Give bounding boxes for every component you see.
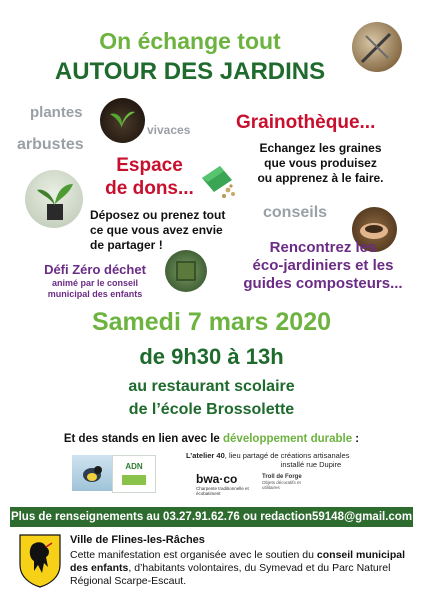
info-bar: Plus de renseignements au 03.27.91.62.76 ou redaction59148@gmail.com (10, 507, 413, 527)
atelier-line (186, 451, 396, 460)
title-line-2: AUTOUR DES JARDINS (54, 58, 326, 85)
logo-troll-text: Troll de Forge (262, 474, 302, 480)
defi-title: Défi Zéro déchet (44, 262, 146, 277)
event-place-1: au restaurant scolaire (128, 378, 295, 395)
footer-p1: Cette manifestation est organisée avec le soutien du (70, 549, 317, 561)
logo-bwaco (196, 472, 250, 502)
dons-text (90, 208, 250, 253)
dons-line: de partager ! (90, 238, 163, 252)
grainotheque-line: que vous produisez (264, 156, 377, 170)
dons-title-line: Espace (116, 155, 183, 176)
grainotheque-line: ou apprenez à le faire. (257, 171, 384, 185)
logo-bwaco-text: bwa·co (196, 472, 238, 486)
word-vivaces: vivaces (147, 123, 191, 137)
rencontrez-line: éco-jardiniers et les (252, 257, 394, 274)
stands-highlight: développement durable (223, 433, 353, 445)
footer-p2: , d’habitants volontaires, du Symevad et du Parc Naturel Régional Scarpe-Escaut. (70, 562, 391, 587)
grainotheque-text (228, 141, 413, 186)
dons-line: ce que vous avez envie (90, 223, 223, 237)
garden-tools-photo (352, 22, 402, 72)
title-line-1: On échange tout (99, 28, 281, 54)
word-conseils: conseils (263, 204, 328, 221)
plant-photo (25, 170, 83, 228)
word-plantes: plantes (30, 104, 83, 121)
event-date: Samedi 7 mars 2020 (91, 308, 332, 336)
dons-title-line: de dons... (105, 178, 194, 199)
logo-adn-text: ADN (125, 462, 143, 471)
stands-prefix: Et des stands en lien avec le (63, 433, 224, 445)
grainotheque-line: Echangez les graines (259, 141, 382, 155)
rencontrez-text (228, 239, 418, 293)
ville-name: Ville de Flines-les-Râches (70, 534, 205, 546)
word-arbustes: arbustes (17, 136, 84, 153)
footer-paragraph (70, 549, 410, 588)
defi-line: municipal des enfants (47, 289, 143, 299)
defi-text (30, 278, 160, 300)
logo-adn (112, 455, 156, 493)
dons-line: Déposez ou prenez tout (90, 208, 226, 222)
event-time: de 9h30 à 13h (139, 344, 284, 369)
event-place-2: de l’école Brossolette (128, 401, 295, 418)
footer-p1b: conseil municipal des enfants (70, 549, 406, 574)
coat-of-arms-icon (18, 533, 62, 588)
logo-troll (262, 474, 312, 502)
rencontrez-line: Rencontrez les (269, 239, 377, 256)
logo-troll-sub: Objets décoratifs et utilitaires (262, 480, 301, 490)
defi-line: animé par le conseil (51, 278, 139, 288)
atelier-desc: , lieu partagé de créations artisanales (224, 451, 350, 460)
bird-photo (72, 455, 112, 491)
atelier-addr: installé rue Dupire (280, 460, 342, 469)
rencontrez-line: guides composteurs... (243, 275, 403, 292)
seedling-photo (100, 98, 145, 143)
stands-line (5, 433, 418, 445)
grainotheque-title: Grainothèque... (236, 112, 376, 133)
logo-adn-bar (122, 475, 146, 485)
atelier-name: L’atelier 40 (186, 451, 225, 460)
logo-bwaco-sub: Charpente traditionnelle et écobatiment (196, 486, 249, 496)
compost-bin-photo (165, 250, 207, 292)
atelier-info (186, 451, 396, 469)
dons-title (92, 154, 207, 200)
stands-suffix: : (352, 433, 360, 445)
